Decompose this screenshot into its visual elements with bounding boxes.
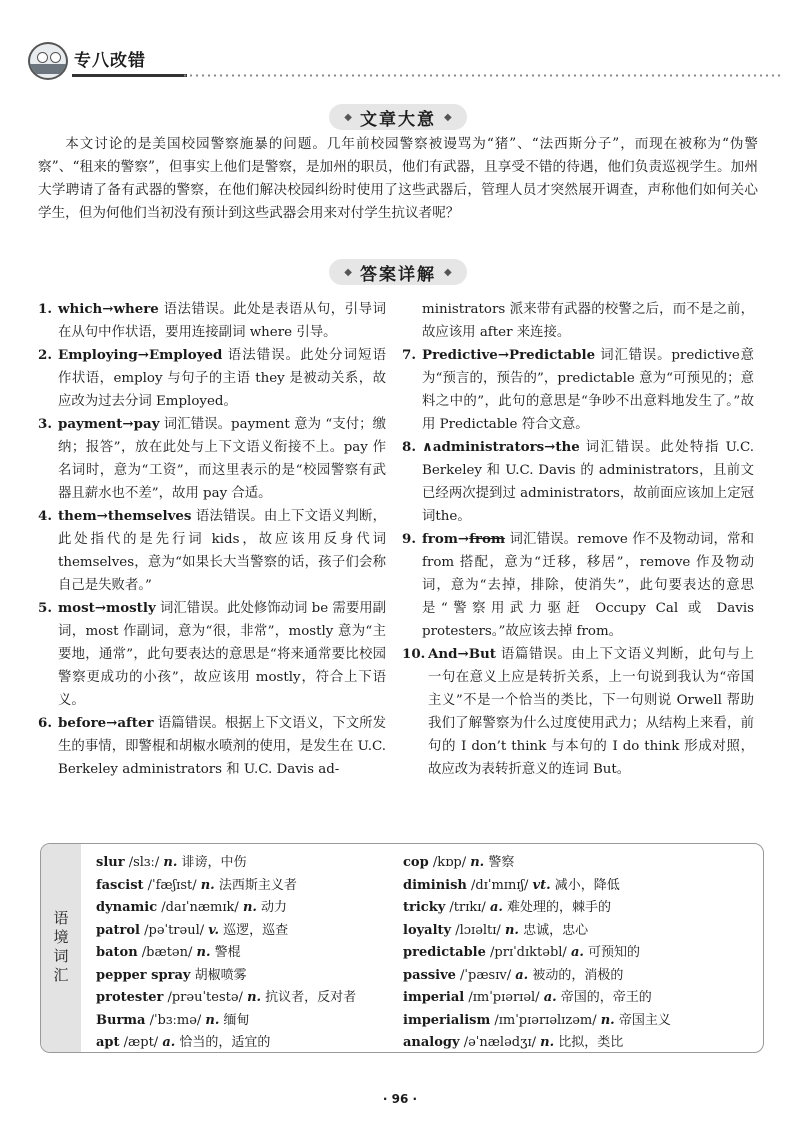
page-number: · 96 · [382, 1092, 418, 1106]
answer-item: 9. from→from 词汇错误。remove 作不及物动词，常和 from 搭配，意为“迁移，移居”，remove 作及物动词，意为“去掉，排除，使消失”，此句要表达的意思是“警察用武力驱赶 Occupy Cal 或 Davis protesters。”故应该去掉 from。 [402, 531, 754, 639]
vocab-entry: loyalty /lɔɪəltɪ/ n. 忠诚，忠心 [403, 922, 589, 938]
vocab-entry: dynamic /daɪˈnæmɪk/ n. 动力 [96, 900, 288, 915]
vocab-entry: protester /prəuˈtestə/ n. 抗议者，反对者 [96, 990, 357, 1005]
vocab-entry: cop /kɒp/ n. 警察 [403, 855, 515, 870]
answer-item: 5. most→mostly 词汇错误。此处修饰动词 be 需要用副词，most 作副词，意为“很，非常”，mostly 意为“主要地，通常”，此句要表达的意思是“将来通常要比校园警察更成功的小孩”，故应该用 mostly，符合上下语义。 [38, 600, 386, 708]
answers-heading: ◆ 答案详解 ◆ [329, 259, 467, 285]
answer-item: 7. Predictive→Predictable 词汇错误。predictive意为“预言的，预告的”，predictable 意为“可预见的；意料之中的”，此句的意思是“争吵不出意料地发生了。”故用 Predictable 符合文意。 [402, 347, 754, 432]
vocab-entry: analogy /əˈnælədʒɪ/ n. 比拟，类比 [403, 1035, 624, 1050]
struck-word: from [469, 531, 506, 547]
vocab-entry: patrol /pəˈtrəul/ v. 巡逻，巡查 [96, 922, 289, 938]
answers-column-left [38, 298, 386, 781]
summary-heading: ◆ 文章大意 ◆ [329, 104, 467, 130]
diamond-icon: ◆ [344, 111, 352, 123]
header-title: 专八改错 [74, 51, 146, 71]
answer-item: 2. Employing→Employed 语法错误。此处分词短语作状语，employ 与句子的主语 they 是被动关系，故应改为过去分词 Employed。 [38, 347, 386, 409]
header-dotted-rule [182, 74, 782, 77]
vocabulary-list-right [403, 852, 743, 1055]
vocab-entry: fascist /ˈfæʃɪst/ n. 法西斯主义者 [96, 877, 297, 893]
answer-item: 8. ∧administrators→the 词汇错误。此处特指 U.C. Berkeley 和 U.C. Davis 的 administrators，且前文已经两次提到过 administrators，故前面应该加上定冠词the。 [402, 439, 754, 524]
vocab-entry: predictable /prɪˈdɪktəbl/ a. 可预知的 [403, 945, 641, 960]
vocab-entry: imperial /ɪmˈpɪərɪəl/ a. 帝国的，帝王的 [403, 990, 652, 1005]
answer-item: 4. them→themselves 语法错误。由上下文语义判断，此处指代的是先行词 kids，故应该用反身代词 themselves，意为“如果长大当警察的话，孩子们会称自己是失败者。” [38, 508, 386, 593]
vocabulary-label: 语境词汇 [51, 910, 70, 986]
answer-item: 1. which→where 语法错误。此处是表语从句，引导词在从句中作状语，要用连接副词 where 引导。 [38, 301, 386, 340]
page-header [22, 40, 782, 84]
vocab-entry: Burma /ˈbɜːmə/ n. 缅甸 [96, 1012, 250, 1028]
series-logo-icon [28, 42, 68, 80]
vocab-entry: slur /slɜː/ n. 诽谤，中伤 [96, 855, 247, 870]
vocab-entry: passive /ˈpæsɪv/ a. 被动的，消极的 [403, 967, 624, 983]
vocab-entry: baton /bætən/ n. 警棍 [96, 945, 241, 960]
diamond-icon: ◆ [444, 266, 452, 278]
answer-item: 10. And→But 语篇错误。由上下文语义判断，此句与上一句在意义上应是转折关系，上一句说到我认为“帝国主义”不是一个恰当的类比，下一句则说 Orwell 帮助我们了解警察为什么过度使用武力；从结构上来看，前句的 I don’t think 与本句的 I do think 形成对照，故应改为表转折意义的连词 But。 [402, 646, 754, 777]
vocabulary-box [40, 843, 764, 1053]
vocab-entry: imperialism /ɪmˈpɪərɪəlɪzəm/ n. 帝国主义 [403, 1012, 671, 1028]
vocabulary-tab [41, 844, 81, 1052]
vocab-entry: tricky /trɪkɪ/ a. 难处理的，棘手的 [403, 900, 612, 915]
summary-text: 本文讨论的是美国校园警察施暴的问题。几年前校园警察被谩骂为“猪”、“法西斯分子”，而现在被称为“伪警察”、“租来的警察”，但事实上他们是警察，是加州的职员，他们有武器，且享受不错的待遇，他们负责巡视学生。加州大学聘请了备有武器的警察，在他们解决校园纠纷时使用了这些武器后，管理人员才突然展开调查，声称他们如何关心学生，但为何他们当初没有预计到这些武器会用来对付学生抗议者呢？ [38, 136, 758, 221]
header-rule [72, 74, 187, 77]
answer-item: 6. before→after 语篇错误。根据上下文语义，下文所发生的事情，即警棍和胡椒水喷剂的使用，是发生在 U.C. Berkeley administrators 和 U.C. Davis ad- [38, 715, 386, 777]
answers-column-right [402, 298, 754, 781]
vocab-entry: pepper spray 胡椒喷雾 [96, 967, 247, 983]
diamond-icon: ◆ [344, 266, 352, 278]
answer-item-continuation: ministrators 派来带有武器的校警之后，而不是之前，故应该用 after 来连接。 [422, 302, 754, 340]
vocab-entry: apt /æpt/ a. 恰当的，适宜的 [96, 1035, 271, 1050]
vocabulary-list-left [96, 852, 396, 1055]
diamond-icon: ◆ [444, 111, 452, 123]
answer-item: 3. payment→pay 词汇错误。payment 意为 “支付；缴纳；报答”，放在此处与上下文语义衔接不上。pay 作名词时，意为“工资”，而这里表示的是“校园警察有武器且薪水也不差”，故用 pay 合适。 [38, 416, 386, 501]
vocab-entry: diminish /dɪˈmɪnɪʃ/ vt. 减小，降低 [403, 877, 620, 893]
